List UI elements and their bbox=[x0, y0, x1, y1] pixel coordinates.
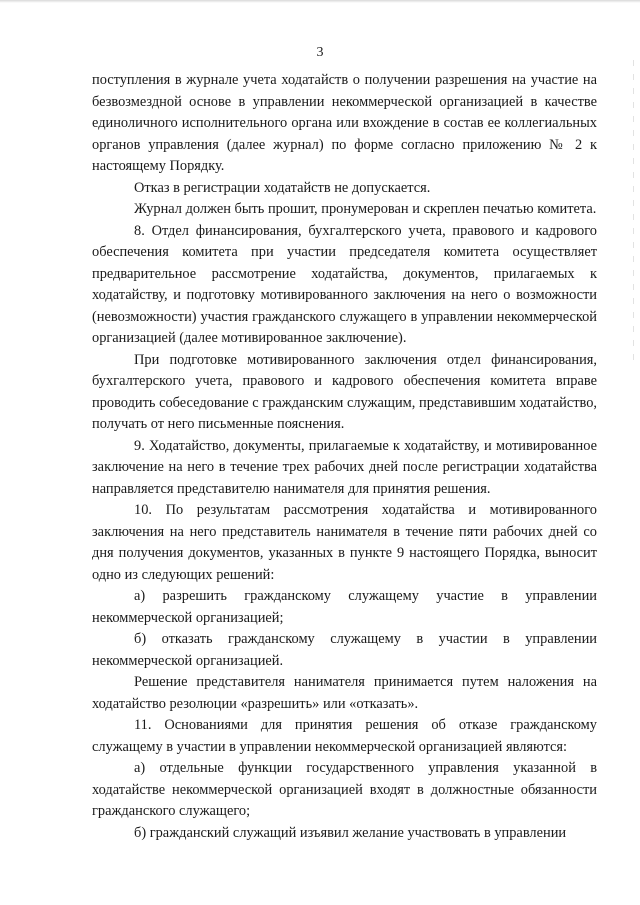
paragraph-item-8: 8. Отдел финансирования, бухгалтерского учета, правового и кадрового обеспечения комитета при участии председателя комитета осуществляет предварительное рассмотрение ходатайства, документов, прилагаемых к ходатайству, и подготовку мотивированного заключения на него о возможности (невозможности) участия гражданского служащего в управлении некоммерческой организацией (далее мотивированное заключение). bbox=[92, 222, 597, 346]
paragraph-subitem-a: а) разрешить гражданскому служащему участие в управлении некоммерческой организацией; bbox=[92, 588, 597, 626]
paragraph-item-10: 10. По результатам рассмотрения ходатайства и мотивированного заключения на него представитель нанимателя в течение пяти рабочих дней со дня получения документов, указанных в пункте 9 настоящего Порядка, выносит одно из следующих решений: bbox=[92, 502, 597, 583]
paragraph-subitem-b: б) гражданский служащий изъявил желание участвовать в управлении bbox=[134, 824, 567, 841]
paragraph: При подготовке мотивированного заключения отдел финансирования, бухгалтерского учета, правового и кадрового обеспечения комитета вправе проводить собеседование с гражданским служащим, представившим ходатайство, получать от него письменные пояснения. bbox=[92, 351, 597, 432]
paragraph-item-11: 11. Основаниями для принятия решения об отказе гражданскому служащему в участии в управлении некоммерческой организацией являются: bbox=[92, 717, 597, 755]
paragraph-subitem-a: а) отдельные функции государственного управления указанной в ходатайстве некоммерческой организацией входят в должностные обязанности гражданского служащего; bbox=[92, 760, 597, 819]
paragraph-continuation: поступления в журнале учета ходатайств о получении разрешения на участие на безвозмездной основе в управлении некоммерческой организацией в качестве единоличного исполнительного органа или вхождение в состав ее коллегиальных органов управления (далее журнал) по форме согласно приложению № 2 к настоящему Порядку. bbox=[92, 72, 597, 174]
paragraph-subitem-b: б) отказать гражданскому служащему в участии в управлении некоммерческой организацией. bbox=[92, 631, 597, 669]
scan-edge-top bbox=[0, 0, 640, 3]
paragraph: Журнал должен быть прошит, пронумерован и скреплен печатью комитета. bbox=[134, 201, 597, 217]
paragraph-item-9: 9. Ходатайство, документы, прилагаемые к ходатайству, и мотивированное заключение на него в течение трех рабочих дней после регистрации ходатайства направляется представителю нанимателя для принятия решения. bbox=[92, 437, 597, 497]
document-body bbox=[92, 70, 597, 844]
paragraph: Отказ в регистрации ходатайств не допускается. bbox=[134, 179, 431, 196]
page-number: 3 bbox=[316, 45, 324, 60]
paragraph: Решение представителя нанимателя принимается путем наложения на ходатайство резолюции «разрешить» или «отказать». bbox=[92, 674, 597, 712]
scan-edge-right bbox=[633, 60, 634, 360]
